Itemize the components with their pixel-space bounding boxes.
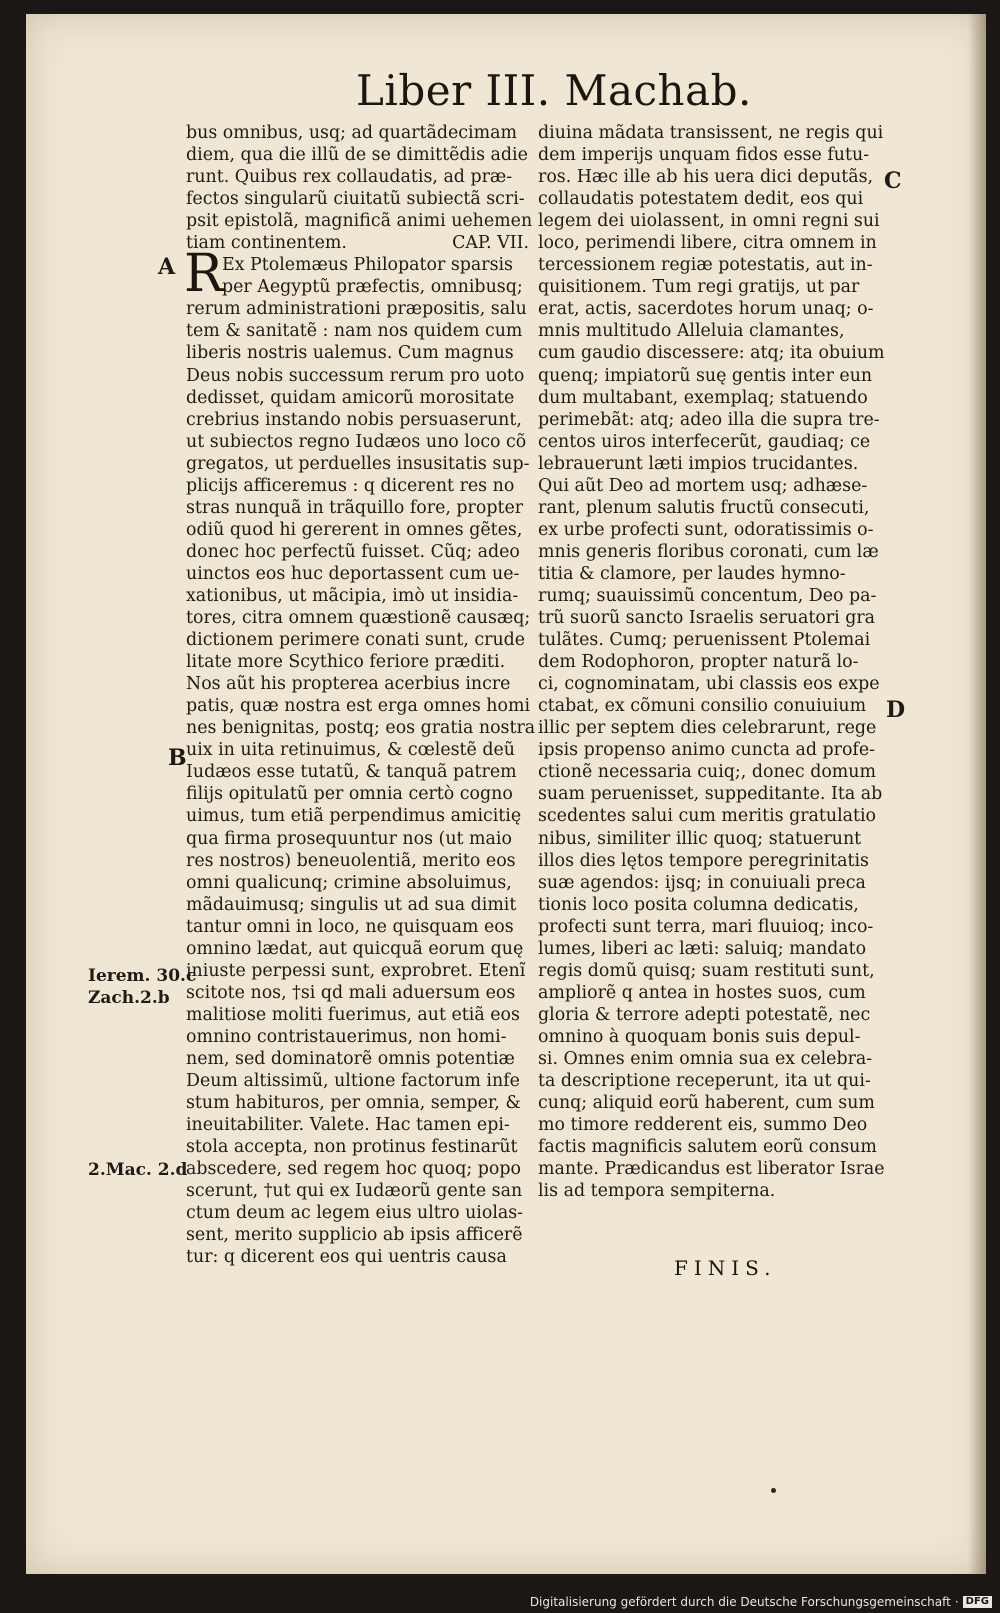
text-line: tur: q dicerent eos qui uentris causa bbox=[186, 1247, 507, 1268]
margin-ref-ierem: Ierem. 30.c bbox=[88, 966, 197, 986]
text-line: odiũ quod hi gererent in omnes gẽtes, bbox=[186, 519, 523, 540]
text-line: malitiose moliti fuerimus, aut etiã eos bbox=[186, 1004, 520, 1025]
text-line: tiam continentem. bbox=[186, 233, 347, 254]
text-line: Deum altissimũ, ultione factorum infe bbox=[186, 1071, 520, 1092]
text-line: sent, merito supplicio ab ipsis afficerẽ bbox=[186, 1225, 523, 1246]
text-line: tem & sanitatẽ : nam nos quidem cum bbox=[186, 321, 523, 342]
text-line: ci, cognominatam, ubi classis eos expe bbox=[538, 674, 880, 695]
text-line: lebrauerunt læti impios trucidantes. bbox=[538, 453, 859, 474]
text-line: Iudæos esse tutatũ, & tanquã patrem bbox=[186, 762, 517, 783]
text-line: dictionem perimere conati sunt, crude bbox=[186, 630, 526, 651]
text-line: centos uiros interfecerũt, gaudiaq; ce bbox=[538, 431, 871, 452]
text-line: cum gaudio discessere: atq; ita obuium bbox=[538, 343, 885, 364]
text-line: dem imperijs unquam fidos esse futu- bbox=[538, 145, 870, 166]
text-line: crebrius instando nobis persuaserunt, bbox=[186, 409, 522, 430]
dfg-logo: DFG bbox=[963, 1596, 992, 1608]
text-line: mante. Prædicandus est liberator Israe bbox=[538, 1159, 885, 1180]
text-line: scedentes salui cum meritis gratulatio bbox=[538, 806, 877, 827]
text-line: suæ agendos: ijsq; in conuiuali preca bbox=[538, 872, 866, 893]
text-line: qua firma prosequuntur nos (ut maio bbox=[186, 828, 512, 849]
text-line: ex urbe profecti sunt, odoratissimis o- bbox=[538, 519, 874, 540]
text-line: diuina mãdata transissent, ne regis qui bbox=[538, 123, 884, 143]
text-line: litate more Scythico feriore præditi. bbox=[186, 652, 506, 673]
text-line: ctionẽ necessaria cuiq;, donec domum bbox=[538, 762, 876, 783]
text-line: trũ suorũ sancto Israelis seruatori gra bbox=[538, 608, 876, 629]
text-line: Nos aũt his propterea acerbius incre bbox=[186, 674, 511, 695]
text-line: filijs opitulatũ per omnia certò cogno bbox=[186, 784, 513, 805]
text-line: patis, quæ nostra est erga omnes homi bbox=[186, 696, 531, 717]
drop-cap-letter: R bbox=[184, 244, 224, 305]
text-line: ta descriptione receperunt, ita ut qui- bbox=[538, 1071, 871, 1092]
text-line: mnis multitudo Alleluia clamantes, bbox=[538, 321, 845, 342]
text-line: ineuitabiliter. Valete. Hac tamen epi- bbox=[186, 1115, 510, 1136]
text-line: illos dies lętos tempore peregrinitatis bbox=[538, 850, 869, 871]
text-line: tulãtes. Cumq; peruenissent Ptolemai bbox=[538, 630, 871, 651]
text-line: Ex Ptolemæus Philopator sparsis bbox=[222, 255, 513, 276]
text-line: scerunt, †ut qui ex Iudæorũ gente san bbox=[186, 1181, 523, 1202]
text-line: xationibus, ut mãcipia, imò ut insidia- bbox=[186, 585, 519, 606]
text-line: quenq; impiatorũ suę gentis inter eun bbox=[538, 365, 873, 386]
text-line: ampliorẽ q antea in hostes suos, cum bbox=[538, 982, 866, 1003]
text-line: omnino lædat, aut quicquã eorum quę bbox=[186, 938, 524, 959]
text-line: omni qualicunq; crimine absoluimus, bbox=[186, 872, 512, 893]
text-line: diem, qua die illũ de se dimittẽdis adie bbox=[186, 145, 528, 166]
text-line: dem Rodophoron, propter naturã lo- bbox=[538, 652, 859, 673]
text-line: nibus, similiter illic quoq; statuerunt bbox=[538, 828, 862, 849]
text-line: plicijs afficeremus : q dicerent res no bbox=[186, 475, 515, 496]
text-line: Deus nobis successum rerum pro uoto bbox=[186, 365, 525, 386]
text-line: scitote nos, †si qd mali aduersum eos bbox=[186, 982, 516, 1003]
text-line: mnis generis floribus coronati, cum læ bbox=[538, 541, 879, 562]
text-line: gregatos, ut perduelles insusitatis sup- bbox=[186, 453, 530, 474]
text-line: erat, actis, sacerdotes horum unaq; o- bbox=[538, 299, 874, 320]
text-line: runt. Quibus rex collaudatis, ad præ- bbox=[186, 167, 513, 188]
margin-ref-mac: 2.Mac. 2.d bbox=[88, 1160, 188, 1180]
ink-dot bbox=[771, 1488, 776, 1493]
page-header bbox=[356, 66, 956, 126]
text-line: nes benignitas, postq; eos gratia nostra bbox=[186, 718, 536, 739]
text-line: ros. Hæc ille ab his uera dici deputãs, bbox=[538, 167, 874, 188]
text-line: Qui aũt Deo ad mortem usq; adhæse- bbox=[538, 475, 868, 496]
text-line: titia & clamore, per laudes hymno- bbox=[538, 563, 846, 584]
text-line: rerum administrationi præpositis, salu bbox=[186, 299, 527, 320]
text-line: factis magnificis salutem eorũ consum bbox=[538, 1137, 877, 1158]
text-line: per Aegyptũ præfectis, omnibusq; bbox=[222, 277, 523, 298]
text-line: nem, sed dominatorẽ omnis potentiæ bbox=[186, 1048, 515, 1069]
text-line: bus omnibus, usq; ad quartãdecimam bbox=[186, 123, 517, 143]
text-line: lumes, liberi ac læti: saluiq; mandato bbox=[538, 938, 867, 959]
text-line: dedisset, quidam amicorũ morositate bbox=[186, 387, 515, 408]
margin-letter-a: A bbox=[158, 254, 176, 280]
dash-separator: · bbox=[954, 1595, 959, 1609]
chapter-heading: CAP. VII. bbox=[452, 233, 529, 254]
text-line: tercessionem regiæ potestatis, aut in- bbox=[538, 255, 873, 276]
text-line: uix in uita retinuimus, & cœlestẽ deũ bbox=[186, 740, 515, 761]
text-line: ctum deum ac legem eius ultro uiolas- bbox=[186, 1203, 524, 1224]
page-edge-shadow bbox=[968, 14, 986, 1574]
left-main-text bbox=[186, 298, 551, 1268]
text-line: tores, citra omnem quæstionẽ causæq; bbox=[186, 608, 531, 629]
dropcap-block bbox=[184, 244, 551, 305]
running-title: Liber III. Machab. bbox=[356, 66, 752, 115]
margin-letter-c: C bbox=[884, 168, 902, 194]
text-line-with-chapter bbox=[186, 232, 551, 254]
digitization-footer bbox=[530, 1593, 992, 1611]
text-line: stras nunquã in trãquillo fore, propter bbox=[186, 497, 524, 518]
text-line: quisitionem. Tum regi gratijs, ut par bbox=[538, 277, 860, 298]
text-line: profecti sunt terra, mari fluuioq; inco- bbox=[538, 916, 874, 937]
text-line: rant, plenum salutis fructũ consecuti, bbox=[538, 497, 870, 518]
text-line: suam peruenisset, suppeditante. Ita ab bbox=[538, 784, 883, 805]
right-text-column bbox=[538, 122, 906, 1202]
footer-credit: Digitalisierung gefördert durch die Deutsche Forschungsgemeinschaft bbox=[529, 1595, 951, 1609]
text-line: loco, perimendi libere, citra omnem in bbox=[538, 233, 877, 254]
text-line: ut subiectos regno Iudæos uno loco cõ bbox=[186, 431, 527, 452]
text-line: collaudatis potestatem dedit, eos qui bbox=[538, 189, 864, 210]
text-line: omnino à quoquam bonis suis depul- bbox=[538, 1026, 861, 1047]
left-text-column bbox=[186, 122, 551, 1268]
text-line: si. Omnes enim omnia sua ex celebra- bbox=[538, 1048, 873, 1069]
text-line: stola accepta, non protinus festinarũt bbox=[186, 1137, 518, 1158]
text-line: psit epistolã, magnificã animi uehemen bbox=[186, 211, 533, 232]
text-line: donec hoc perfectũ fuisset. Cũq; adeo bbox=[186, 541, 520, 562]
text-line: tionis loco posita columna dedicatis, bbox=[538, 894, 859, 915]
text-line: omnino contristauerimus, non homi- bbox=[186, 1026, 507, 1047]
text-line: abscedere, sed regem hoc quoq; popo bbox=[186, 1159, 521, 1180]
text-line: legem dei uiolassent, in omni regni sui bbox=[538, 211, 880, 232]
book-page bbox=[26, 14, 986, 1574]
text-line: ctabat, ex cõmuni consilio conuiuium bbox=[538, 696, 867, 717]
text-line: illic per septem dies celebrarunt, rege bbox=[538, 718, 877, 739]
margin-letter-b: B bbox=[168, 745, 187, 771]
text-line: mo timore redderent eis, summo Deo bbox=[538, 1115, 868, 1136]
text-line: lis ad tempora sempiterna. bbox=[538, 1181, 776, 1202]
text-line: uimus, tum etiã perpendimus amicitię bbox=[186, 806, 522, 827]
text-line: liberis nostris ualemus. Cum magnus bbox=[186, 343, 514, 364]
text-line: mãdauimusq; singulis ut ad sua dimit bbox=[186, 894, 517, 915]
text-line: res nostros) beneuolentiã, merito eos bbox=[186, 850, 516, 871]
text-line: perimebãt: atq; adeo illa die supra tre- bbox=[538, 409, 880, 430]
finis-mark: FINIS. bbox=[674, 1256, 777, 1280]
text-line: ipsis propenso animo cuncta ad profe- bbox=[538, 740, 876, 761]
text-line: gloria & terrore adepti potestatẽ, nec bbox=[538, 1004, 871, 1025]
text-line: tantur omni in loco, ne quisquam eos bbox=[186, 916, 514, 937]
text-line: uinctos eos huc deportassent cum ue- bbox=[186, 563, 520, 584]
text-line: iniuste perpessi sunt, exprobret. Etenĩ bbox=[186, 960, 526, 981]
text-line: cunq; aliquid eorũ haberent, cum sum bbox=[538, 1093, 875, 1114]
text-line: dum multabant, exemplaq; statuendo bbox=[538, 387, 868, 408]
text-line: regis domũ quisq; suam restituti sunt, bbox=[538, 960, 875, 981]
text-line: fectos singularũ ciuitatũ subiectã scri- bbox=[186, 189, 525, 210]
margin-ref-zach: Zach.2.b bbox=[88, 988, 170, 1008]
text-line: stum habituros, per omnia, semper, & bbox=[186, 1093, 521, 1114]
text-line: rumq; suauissimũ concentum, Deo pa- bbox=[538, 585, 877, 606]
margin-letter-d: D bbox=[886, 697, 906, 723]
